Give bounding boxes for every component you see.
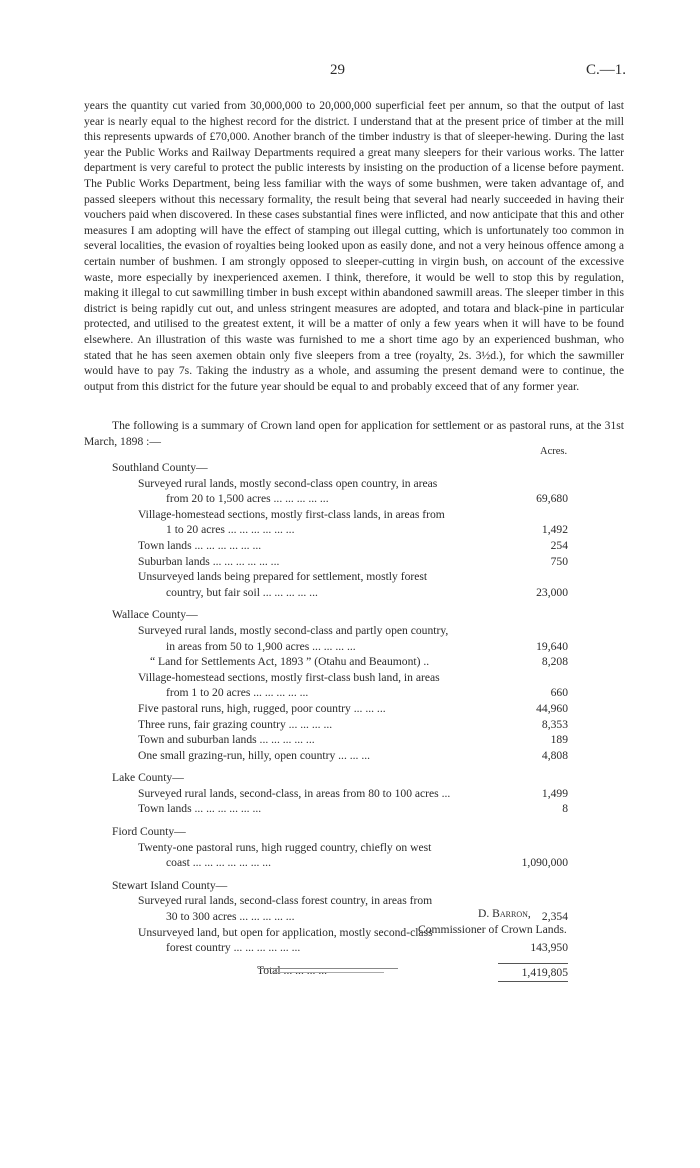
table-row xyxy=(112,717,568,733)
row-description-continued: in areas from 50 to 1,900 acres ... ... ... ... xyxy=(166,639,356,653)
row-acres: 4,808 xyxy=(541,748,568,762)
row-acres: 19,640 xyxy=(536,639,568,653)
row-description: Surveyed rural lands, mostly second-class open country, in areas xyxy=(138,476,438,490)
table-row xyxy=(112,569,568,600)
closing-rule xyxy=(258,968,398,969)
row-description: Town lands ... ... ... ... ... ... xyxy=(138,538,262,552)
row-description: Surveyed rural lands, second-class forest country, in areas from xyxy=(138,894,433,908)
row-description: Unsurveyed lands being prepared for settlement, mostly forest xyxy=(138,570,428,584)
row-description: Five pastoral runs, high, rugged, poor country ... ... ... xyxy=(138,701,386,715)
county-heading: Stewart Island County— xyxy=(112,878,228,892)
table-row xyxy=(112,476,568,507)
signature-block xyxy=(418,906,618,937)
table-row xyxy=(112,786,568,802)
row-description: Town and suburban lands ... ... ... ... ... xyxy=(138,733,315,747)
table-row xyxy=(112,732,568,748)
signatory-name: D. Barron, xyxy=(478,907,531,920)
fiord-county-block xyxy=(112,824,568,871)
row-description-continued: from 1 to 20 acres ... ... ... ... ... xyxy=(166,686,309,700)
row-description: Three runs, fair grazing country ... ... ... ... xyxy=(138,717,333,731)
wallace-county-block xyxy=(112,607,568,763)
row-description-continued: country, but fair soil ... ... ... ... ... xyxy=(166,585,318,599)
row-acres: 750 xyxy=(550,554,568,568)
signatory-title: Commissioner of Crown Lands. xyxy=(418,922,567,936)
row-acres: 189 xyxy=(550,733,568,747)
table-row xyxy=(112,748,568,764)
document-code: C.—1. xyxy=(585,62,626,78)
row-description: Surveyed rural lands, second-class, in areas from 80 to 100 acres ... xyxy=(138,786,451,800)
table-row xyxy=(112,701,568,717)
total-acres: 1,419,805 xyxy=(498,963,568,983)
row-description: Village-homestead sections, mostly first-class bush land, in areas xyxy=(138,670,440,684)
county-heading: Wallace County— xyxy=(112,608,198,622)
table-row xyxy=(112,801,568,817)
table-row xyxy=(112,623,568,654)
row-acres: 143,950 xyxy=(530,941,568,955)
row-description-continued: coast ... ... ... ... ... ... ... xyxy=(166,856,271,870)
row-description: Surveyed rural lands, mostly second-class and partly open country, xyxy=(138,623,449,637)
row-description: Suburban lands ... ... ... ... ... ... xyxy=(138,554,280,568)
closing-rule-lower xyxy=(272,972,384,973)
row-description: Village-homestead sections, mostly first-class lands, in areas from xyxy=(138,507,445,521)
row-acres: 2,354 xyxy=(541,910,568,924)
page-number: 29 xyxy=(330,62,345,78)
table-row xyxy=(112,538,568,554)
row-acres: 660 xyxy=(550,686,568,700)
table-row xyxy=(112,654,568,670)
row-description: Town lands ... ... ... ... ... ... xyxy=(138,802,262,816)
row-acres: 1,499 xyxy=(541,786,568,800)
row-acres: 8,353 xyxy=(541,717,568,731)
paragraph-summary-intro: The following is a summary of Crown land open for application for settlement or as pastoral runs, at the 31st March, 1898 :— xyxy=(84,419,624,448)
lake-county-block xyxy=(112,770,568,817)
crown-land-summary-table xyxy=(112,460,568,982)
row-acres: 69,680 xyxy=(536,492,568,506)
table-row xyxy=(112,670,568,701)
row-acres: 8 xyxy=(562,802,568,816)
row-acres: 1,492 xyxy=(541,523,568,537)
table-row xyxy=(112,507,568,538)
row-acres: 1,090,000 xyxy=(521,856,568,870)
row-description-continued: from 20 to 1,500 acres ... ... ... ... ... xyxy=(166,492,329,506)
table-row xyxy=(112,840,568,871)
row-description: One small grazing-run, hilly, open country ... ... ... xyxy=(138,748,371,762)
row-acres: 23,000 xyxy=(536,585,568,599)
row-description-continued: 30 to 300 acres ... ... ... ... ... xyxy=(166,910,295,924)
row-description: Unsurveyed land, but open for application, mostly second-class xyxy=(138,925,433,939)
row-acres: 254 xyxy=(550,538,568,552)
row-acres: 8,208 xyxy=(541,655,568,669)
county-heading: Southland County— xyxy=(112,461,208,474)
county-heading: Lake County— xyxy=(112,771,184,785)
row-description: Twenty-one pastoral runs, high rugged country, chiefly on west xyxy=(138,840,432,854)
row-acres: 44,960 xyxy=(536,701,568,715)
county-heading: Fiord County— xyxy=(112,825,186,839)
row-description-continued: forest country ... ... ... ... ... ... xyxy=(166,941,301,955)
row-description-continued: 1 to 20 acres ... ... ... ... ... ... xyxy=(166,523,295,537)
table-row xyxy=(112,554,568,570)
paragraph-timber-industry: years the quantity cut varied from 30,000,000 to 20,000,000 superficial feet per annum, so that the output of last year is nearly equal to the highest record for the district. I understand that at the present price of timber at the mill this represents upwards of £70,000. Another branch of the timber industry is that of sleeper-hewing. During the last year the Public Works and Railway Departments required a great many sleepers for their various works. The latter department is very careful to protect the public interests by insisting on the production of a license before payment. The Public Works Department, being less familiar with the ways of some bushmen, were taken advantage of, and passed sleepers without this necessary formality, the result being that several had nearly succeeded in having their vouchers paid when discovered. In these cases substantial fines were inflicted, and now anticipate that this and other measures I am adopting will have the effect of stamping out illegal cutting, which is unfortunately too common in several localities, the evasion of royalties being looked upon as easily done, and not a very heinous offence among a certain number of bushmen. I am strongly opposed to sleeper-cutting in virgin bush, on account of the excessive waste, more especially by inexperienced axemen. I think, therefore, it would be well to stop this by regulation, making it illegal to cut sawmilling timber in bush except within abandoned sawmill areas. The sleeper timber in this district is being rapidly cut out, and unless stringent measures are adopted, and totara and black-pine in particular protected, and utilised to the greatest extent, it will be a matter of only a few years when it will have to be found elsewhere. An illustration of this waste was furnished to me a short time ago by an experienced bushman, who stated that he has seen axemen obtain only five sleepers from a tree (royalty, 2s. 3½d.), for which the sawmiller would have to pay 7s. Taking the industry as a whole, and assuming the present demand were to continue, the output from this district for the future year should be equal to and probably exceed that of any former year. xyxy=(84,99,624,393)
units-label: Acres. xyxy=(540,446,568,457)
southland-county-block xyxy=(112,460,568,600)
row-description: “ Land for Settlements Act, 1893 ” (Otahu and Beaumont) .. xyxy=(150,655,430,669)
total-label: Total ... ... ... ... xyxy=(257,963,328,977)
